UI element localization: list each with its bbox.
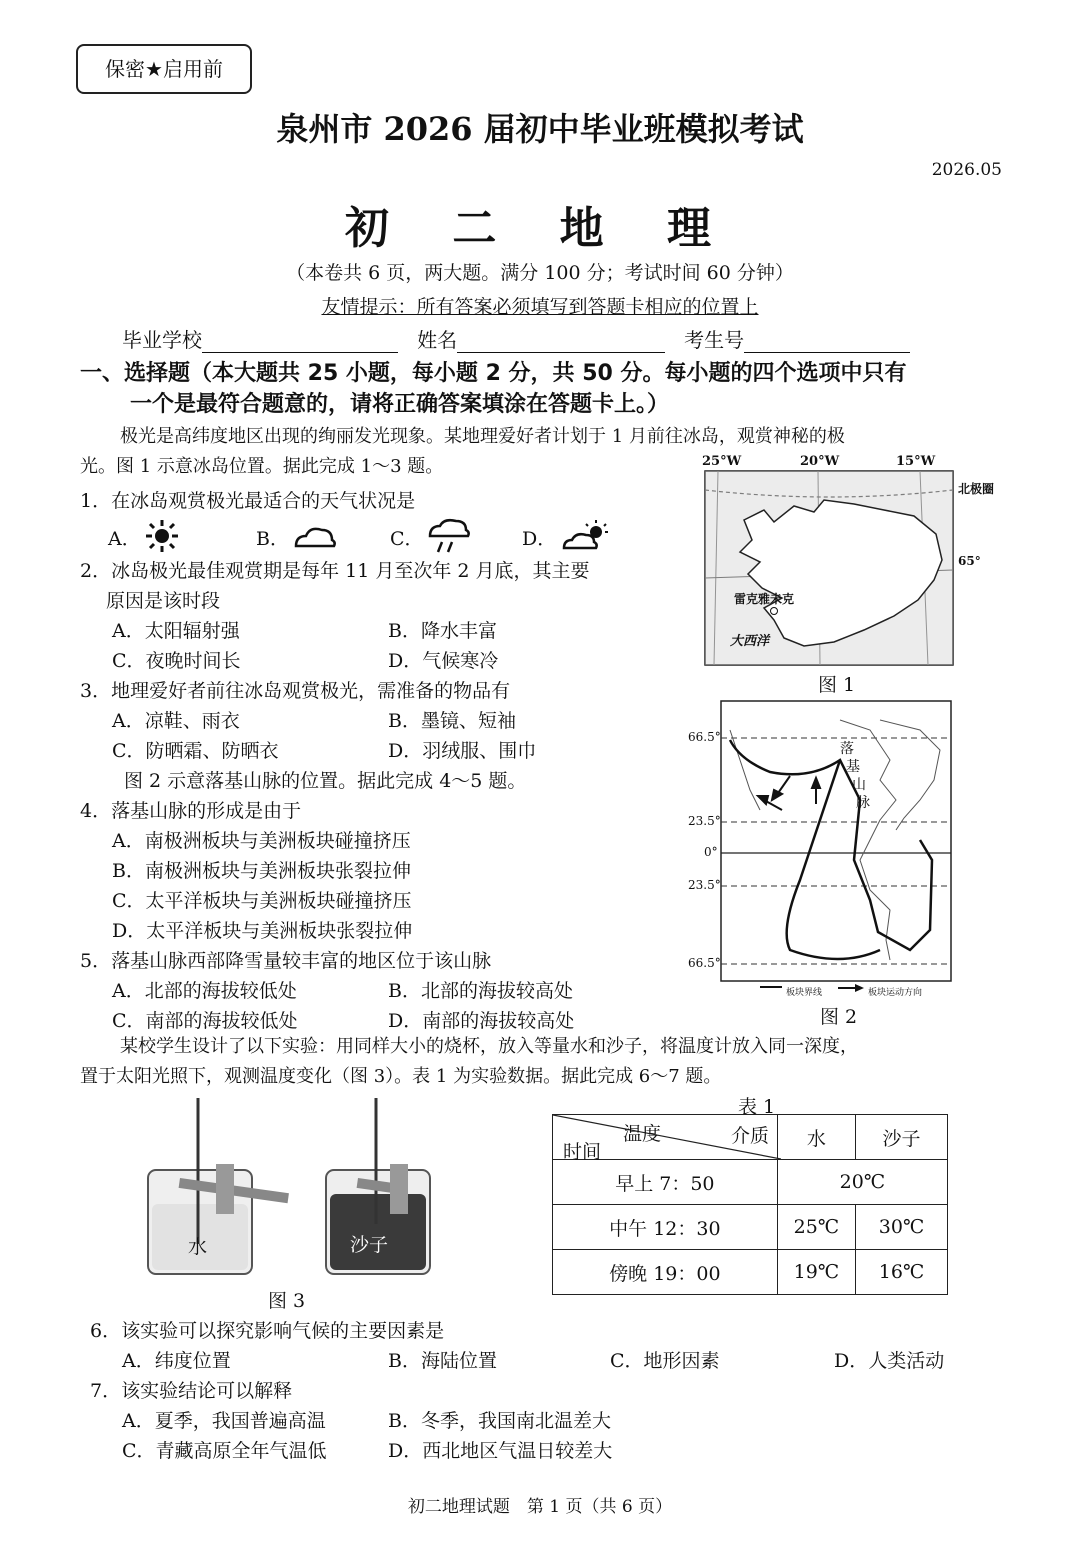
intro-experiment: 某校学生设计了以下实验：用同样大小的烧杯，放入等量水和沙子，将温度计放入同一深度， 置于太阳光照下，观测温度变化（图 3）。表 1 为实验数据。据此完成 6～7 题。 (80, 1036, 858, 1087)
table-corner-cell: 温度 介质 时间 (553, 1115, 778, 1160)
figure-2-plate-map: 66.5° 23.5° 0° 23.5° 66.5° 落 基 山 脉 板块界线 板块运动方向 图 2 (684, 700, 1014, 1030)
cloudy-icon (292, 522, 338, 552)
school-label: 毕业学校 (122, 328, 202, 352)
question-6: 6．该实验可以探究影响气候的主要因素是 (90, 1320, 445, 1342)
q5-option-d: D．南部的海拔较高处 (388, 1010, 575, 1032)
question-4: 4．落基山脉的形成是由于 (80, 800, 302, 822)
id-label: 考生号 (684, 328, 745, 352)
q7-option-d: D．西北地区气温日较差大 (388, 1440, 613, 1462)
exam-note: （本卷共 6 页，两大题。满分 100 分；考试时间 60 分钟） (286, 262, 794, 284)
exam-date: 2026.05 (931, 160, 1002, 180)
q7-option-a: A．夏季，我国普遍高温 (122, 1410, 326, 1432)
q4-option-d: D．太平洋板块与美洲板块张裂拉伸 (112, 920, 413, 942)
q7-option-c: C．青藏高原全年气温低 (122, 1440, 327, 1462)
candidate-fields (122, 324, 910, 353)
q7-option-b: B．冬季，我国南北温差大 (388, 1410, 611, 1432)
q6-option-a: A．纬度位置 (122, 1350, 231, 1372)
confidential-label: 保密★启用前 (76, 44, 252, 94)
table-row: 中午 12：30 25℃ 30℃ (553, 1205, 948, 1250)
q3-option-a: A．凉鞋、雨衣 (112, 710, 240, 732)
question-7: 7．该实验结论可以解释 (90, 1380, 293, 1402)
q6-option-d: D．人类活动 (834, 1350, 945, 1372)
table-header-row (553, 1115, 948, 1160)
q3-option-c: C．防晒霜、防晒衣 (112, 740, 279, 762)
sun-icon (144, 518, 184, 554)
figure-1-iceland-map: 25°W 20°W 15°W 北极圈 65° 雷克雅未克 大西洋 图 1 (702, 454, 995, 696)
q3-option-d: D．羽绒服、围巾 (388, 740, 537, 762)
school-blank[interactable] (202, 332, 398, 353)
question-3: 3．地理爱好者前往冰岛观赏极光，需准备的物品有 (80, 680, 511, 702)
q4-option-a: A．南极洲板块与美洲板块碰撞挤压 (112, 830, 411, 852)
figure-3-beakers: 水 沙子 图 3 (140, 1094, 460, 1310)
reykjavik-dot (770, 607, 778, 615)
name-blank[interactable] (457, 332, 665, 353)
page-footer: 初二地理试题 第 1 页（共 6 页） (407, 1497, 673, 1517)
q4-option-b: B．南极洲板块与美洲板块张裂拉伸 (112, 860, 411, 882)
question-1: 1．在冰岛观赏极光最适合的天气状况是 (80, 490, 416, 512)
col-sand: 沙子 (856, 1115, 948, 1160)
table-1-caption: 表 1 (738, 1096, 776, 1118)
section-title: 一、选择题（本大题共 25 小题，每小题 2 分，共 50 分。每小题的四个选项中只有 一个是最符合题意的，请将正确答案填涂在答题卡上。） (80, 361, 907, 417)
plate-boundary-legend-line (760, 986, 782, 988)
q6-option-c: C．地形因素 (610, 1350, 720, 1372)
table-row: 傍晚 19：00 19℃ 16℃ (553, 1250, 948, 1295)
intro-aurora: 极光是高纬度地区出现的绚丽发光现象。某地理爱好者计划于 1 月前往冰岛，观赏神秘的极 光。图 1 示意冰岛位置。据此完成 1～3 题。 (80, 426, 845, 477)
q5-option-a: A．北部的海拔较低处 (112, 980, 297, 1002)
q4-option-c: C．太平洋板块与美洲板块碰撞挤压 (112, 890, 412, 912)
plate-motion-arrow-icon (838, 983, 864, 993)
q2-option-d: D．气候寒冷 (388, 650, 499, 672)
q2-option-a: A．太阳辐射强 (112, 620, 240, 642)
subject-title: 初 二 地 理 (345, 203, 735, 254)
q6-option-b: B．海陆位置 (388, 1350, 497, 1372)
exam-title: 泉州市 2026 届初中毕业班模拟考试 (276, 110, 804, 148)
q2-option-b: B．降水丰富 (388, 620, 497, 642)
question-2: 2．冰岛极光最佳观赏期是每年 11 月至次年 2 月底，其主要 原因是该时段 (80, 560, 590, 612)
q5-option-c: C．南部的海拔较低处 (112, 1010, 298, 1032)
intro-rockies: 图 2 示意落基山脉的位置。据此完成 4～5 题。 (124, 770, 527, 792)
q2-option-c: C．夜晚时间长 (112, 650, 241, 672)
table-1 (552, 1114, 948, 1295)
rain-icon (426, 518, 472, 556)
q3-option-b: B．墨镜、短袖 (388, 710, 516, 732)
friendly-tip: 友情提示：所有答案必须填写到答题卡相应的位置上 (321, 296, 759, 318)
question-5: 5．落基山脉西部降雪量较丰富的地区位于该山脉 (80, 950, 492, 972)
col-water: 水 (777, 1115, 855, 1160)
partly-cloudy-icon (560, 518, 614, 554)
name-label: 姓名 (417, 328, 458, 352)
id-blank[interactable] (744, 332, 910, 353)
q1-options: A． B． C． D． (108, 518, 668, 554)
table-row: 早上 7：50 20℃ (553, 1160, 948, 1205)
plate-map-svg (720, 700, 952, 982)
q5-option-b: B．北部的海拔较高处 (388, 980, 573, 1002)
